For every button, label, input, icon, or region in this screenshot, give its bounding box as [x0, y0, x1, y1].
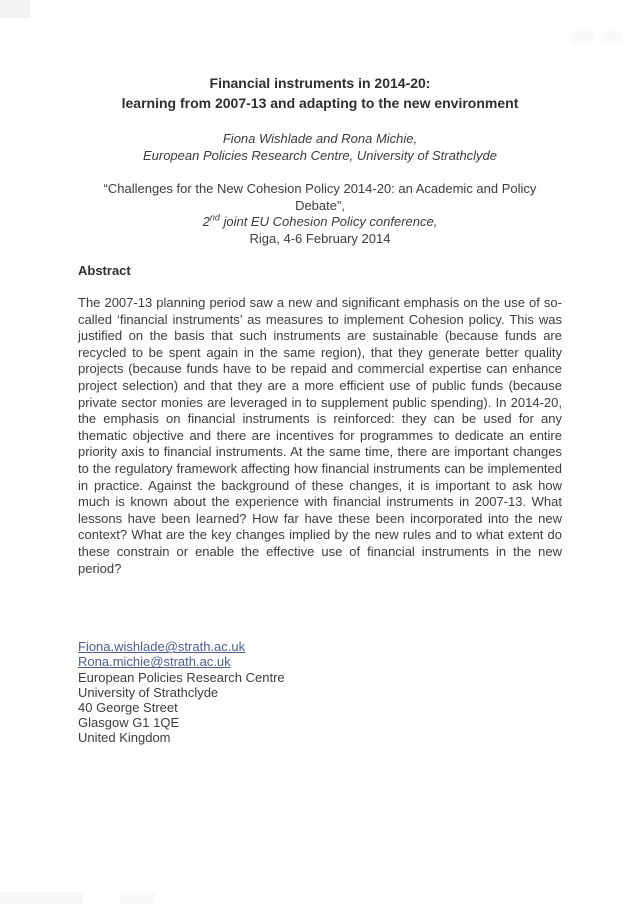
contact-block [78, 639, 562, 745]
authors-affiliation: European Policies Research Centre, University of Strathclyde [142, 148, 498, 163]
scan-artifact [0, 892, 83, 904]
scan-artifact [601, 31, 621, 43]
conference-ordinal-number: 2 [202, 214, 210, 229]
address-line-street: 40 George Street [78, 699, 178, 715]
conference-block [78, 181, 562, 247]
conference-title: “Challenges for the New Cohesion Policy 2014-20: an Academic and Policy Debate”, [103, 181, 537, 213]
paper-title-line-2: learning from 2007-13 and adapting to the new environment [121, 94, 519, 111]
authors-block [78, 130, 562, 164]
scan-artifact [572, 31, 594, 43]
conference-location-date: Riga, 4-6 February 2014 [249, 230, 391, 246]
abstract-heading: Abstract [78, 263, 131, 278]
paper-title-line-1: Financial instruments in 2014-20: [209, 75, 431, 91]
authors-names: Fiona Wishlade and Rona Michie, [222, 131, 418, 146]
address-line-country: United Kingdom [78, 730, 171, 746]
email-link-rona[interactable]: Rona.michie@strath.ac.uk [78, 654, 231, 670]
conference-name-rest: joint EU Cohesion Policy conference, [219, 214, 438, 229]
scan-artifact [0, 0, 30, 18]
address-line-city: Glasgow G1 1QE [78, 715, 180, 731]
conference-ordinal-suffix: nd [209, 212, 220, 223]
paper-title [78, 74, 562, 113]
email-link-fiona[interactable]: Fiona.wishlade@strath.ac.uk [78, 639, 246, 655]
address-line-university: University of Strathclyde [78, 684, 219, 700]
address-line-centre: European Policies Research Centre [78, 669, 285, 685]
abstract-text: The 2007-13 planning period saw a new and significant emphasis on the use of so-called ‘financial instruments’ as measures to implement Cohesion policy. This was justified on the basis that such instruments are sustainable (because funds are recycled to be spent again in the same region), that they generate better quality projects (because funds have to be repaid and commercial expertise can enhance project selection) and that they are a more efficient use of public funds (because private sector monies are leveraged in to supplement public spending). In 2014-20, the emphasis on financial instruments is reinforced: they can be used for any thematic objective and there are incentives for programmes to dedicate an entire priority axis to financial instruments. At the same time, there are important changes to the regulatory framework affecting how financial instruments can be implemented in practice. Against the background of these changes, it is important to ask how much is known about the experience with financial instruments in 2007-13. What lessons have been learned? How far have these been incorporated into the new context? What are the key changes implied by the new rules and to what extent do these constrain or enable the effective use of financial instruments in the new period? [78, 295, 562, 576]
conference-name [78, 214, 562, 231]
scan-artifact [120, 893, 155, 904]
